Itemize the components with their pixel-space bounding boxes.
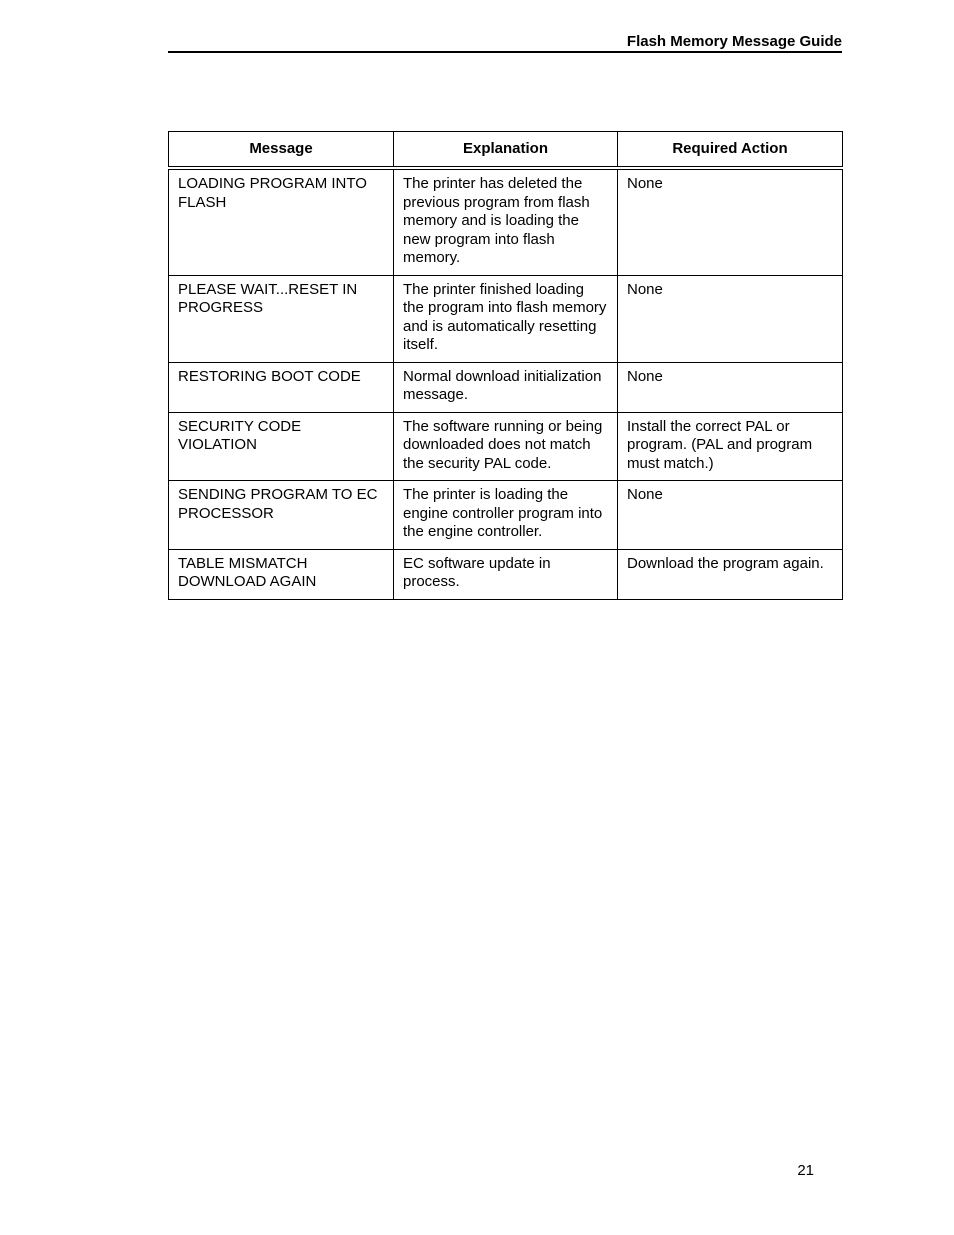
page-number: 21	[797, 1162, 814, 1179]
message-cell: SENDING PROGRAM TO EC PROCESSOR	[169, 481, 394, 550]
table-row	[169, 275, 843, 362]
table-row	[169, 549, 843, 599]
column-header-explanation: Explanation	[394, 132, 618, 169]
table-header-row	[169, 132, 843, 169]
message-cell: SECURITY CODE VIOLATION	[169, 412, 394, 481]
table-row	[169, 412, 843, 481]
table-row	[169, 481, 843, 550]
message-cell: TABLE MISMATCH DOWNLOAD AGAIN	[169, 549, 394, 599]
action-cell: None	[618, 481, 843, 550]
action-cell: None	[618, 275, 843, 362]
message-cell: PLEASE WAIT...RESET IN PROGRESS	[169, 275, 394, 362]
explanation-cell: The printer has deleted the previous program from flash memory and is loading the new program into flash memory.	[394, 168, 618, 275]
table-row	[169, 168, 843, 275]
explanation-cell: Normal download initialization message.	[394, 362, 618, 412]
running-header: Flash Memory Message Guide	[168, 32, 842, 53]
message-cell: LOADING PROGRAM INTO FLASH	[169, 168, 394, 275]
explanation-cell: The printer finished loading the program into flash memory and is automatically resetting itself.	[394, 275, 618, 362]
column-header-message: Message	[169, 132, 394, 169]
message-table	[168, 131, 843, 600]
explanation-cell: EC software update in process.	[394, 549, 618, 599]
action-cell: Install the correct PAL or program. (PAL and program must match.)	[618, 412, 843, 481]
action-cell: Download the program again.	[618, 549, 843, 599]
explanation-cell: The software running or being downloaded does not match the security PAL code.	[394, 412, 618, 481]
action-cell: None	[618, 362, 843, 412]
column-header-required-action: Required Action	[618, 132, 843, 169]
explanation-cell: The printer is loading the engine controller program into the engine controller.	[394, 481, 618, 550]
table-row	[169, 362, 843, 412]
message-cell: RESTORING BOOT CODE	[169, 362, 394, 412]
action-cell: None	[618, 168, 843, 275]
